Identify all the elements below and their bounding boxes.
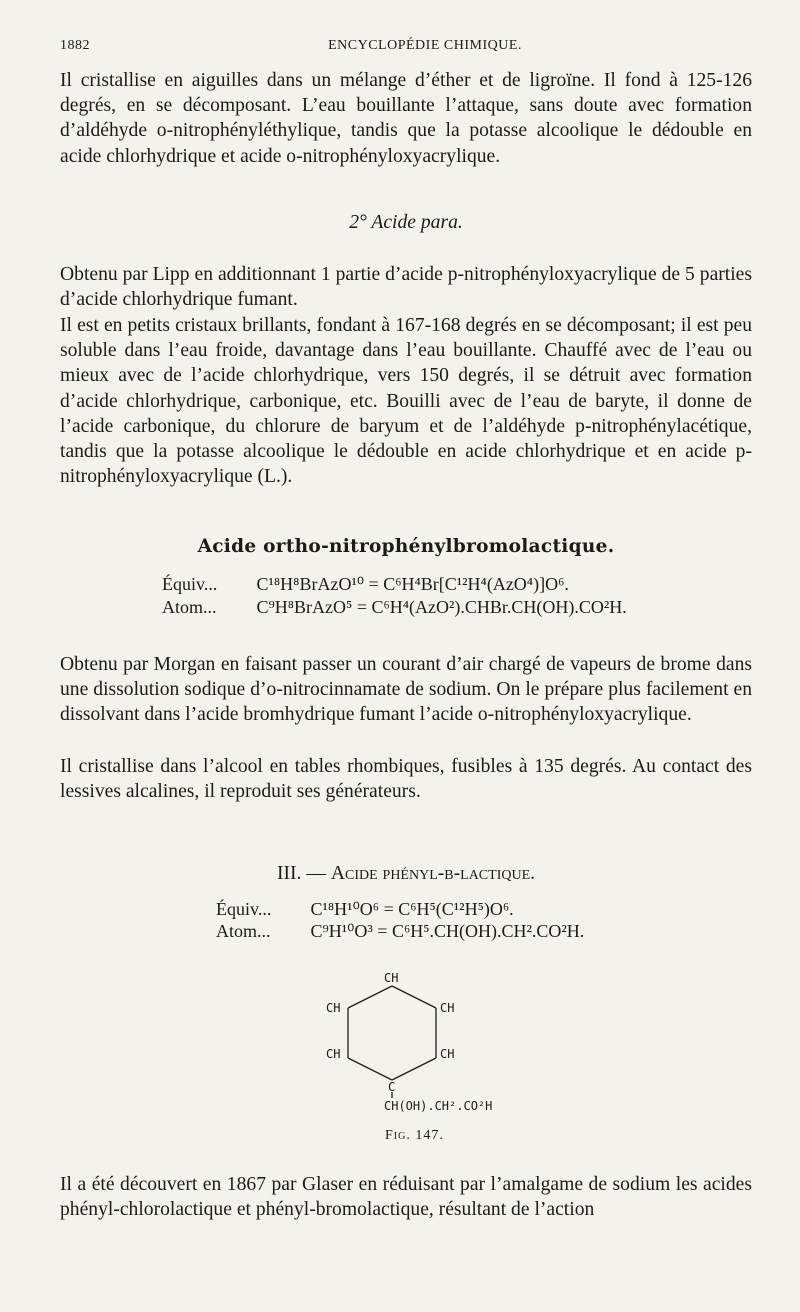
formula-label: Équiv... xyxy=(216,899,272,919)
section-heading-acide-para: 2° Acide para. xyxy=(349,212,463,233)
paragraph-4-text: Obtenu par Morgan en faisant passer un courant d’air chargé de vapeurs de brome dans une dissolution sodique d’o-nitrocinnamate de sodium. On le prépare plus facilement en dissolvant dans l’acide bromhydrique fumant l’acide o-nitrophényloxyacrylique. xyxy=(60,654,752,726)
atom-label-upper-left: CH xyxy=(326,1001,341,1015)
paragraph-2-text: Obtenu par Lipp en additionnant 1 partie d’acide p-nitrophényloxyacrylique de 5 parties d’acide chlorhydrique fumant. xyxy=(60,264,752,311)
atom-label-bottom: C xyxy=(388,1080,396,1094)
paragraph-1-text: Il cristallise en aiguilles dans un mélange d’éther et de ligroïne. Il fond à 125-126 degrés, en se décomposant. L’eau bouillante l’attaque, sans doute avec formation d’aldéhyde o-nitrophényléthylique, tandis que la potasse alcoolique le dédouble en acide chlorhydrique et acide o-nitrophényloxyacrylique. xyxy=(60,70,752,167)
atom-label-upper-right: CH xyxy=(440,1001,455,1015)
formula-text: C¹⁸H¹⁰O⁶ = C⁶H⁵(C¹²H⁵)O⁶. xyxy=(310,899,514,919)
formula-text: C⁹H⁸BrAzO⁵ = C⁶H⁴(AzO²).CHBr.CH(OH).CO²H. xyxy=(256,597,627,617)
ring-bond xyxy=(348,986,392,1008)
atom-label-lower-right: CH xyxy=(440,1047,455,1061)
substituent-label: CH(OH).CH².CO²H xyxy=(384,1099,493,1113)
paragraph-5-text: Il cristallise dans l’alcool en tables rhombiques, fusibles à 135 degrés. Au contact des lessives alcalines, il reproduit ses générateurs. xyxy=(60,756,752,803)
heading-text: Acide phényl-β-lactique. xyxy=(330,863,536,884)
ring-bond xyxy=(392,1058,436,1080)
ring-bond xyxy=(392,986,436,1008)
formula-label: Équiv... xyxy=(162,574,218,594)
atom-label-top: CH xyxy=(384,971,399,985)
heading-numeral: III. — xyxy=(276,863,331,884)
page-number: 1882 xyxy=(60,38,90,53)
atom-label-lower-left: CH xyxy=(326,1047,341,1061)
formula-text: C⁹H¹⁰O³ = C⁶H⁵.CH(OH).CH².CO²H. xyxy=(310,921,585,941)
paragraph-6-text: Il a été découvert en 1867 par Glaser en réduisant par l’amalgame de sodium les acides phényl-chlorolactique et phényl-bromolactique, résultant de l’action xyxy=(60,1174,752,1221)
paragraph-3-text: Il est en petits cristaux brillants, fondant à 167-168 degrés en se décomposant; il est peu soluble dans l’eau froide, davantage dans l’eau bouillante. Chauffé avec de l’eau ou mieux avec de l’acide chlorhydrique, vers 150 degrés, il se détruit avec formation d’acide chlorhydrique, carbonique, etc. Bouilli avec de l’eau de baryte, il donne de l’acide carbonique, du chlorure de baryum et de l’aldéhyde p-nitrophénylacétique, tandis que la potasse alcoolique le dédouble en acide chlorhydrique et en acide p-nitrophényloxyacrylique (L.). xyxy=(60,315,752,488)
formula-label: Atom... xyxy=(162,597,217,617)
paragraph-6 xyxy=(60,1172,752,1222)
formula-label: Atom... xyxy=(216,921,271,941)
figure-caption: Fig. 147. xyxy=(385,1128,444,1143)
heading-bromolactique: Acide ortho-nitrophénylbromolactique. xyxy=(197,536,615,557)
formula-text: C¹⁸H⁸BrAzO¹⁰ = C⁶H⁴Br[C¹²H⁴(AzO⁴)]O⁶. xyxy=(256,574,569,594)
running-title: ENCYCLOPÉDIE CHIMIQUE. xyxy=(328,38,522,53)
ring-bond xyxy=(348,1058,392,1080)
